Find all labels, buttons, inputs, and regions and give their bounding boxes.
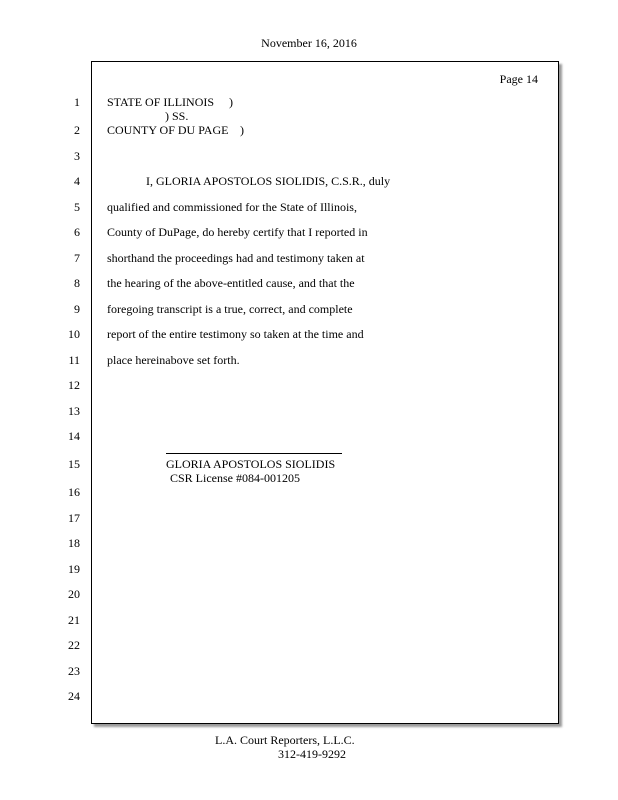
line-number: 20 (68, 587, 80, 601)
signature-line (166, 453, 342, 454)
footer-phone: 312-419-9292 (278, 747, 346, 761)
line-number: 12 (68, 378, 80, 392)
page-number: Page 14 (499, 72, 538, 86)
line-number: 2 (74, 123, 80, 137)
line-number: 13 (68, 404, 80, 418)
line-number: 3 (74, 149, 80, 163)
header-date: November 16, 2016 (261, 36, 357, 50)
caption-county-paren: ) (240, 123, 244, 137)
line-number: 14 (68, 429, 80, 443)
caption-state: STATE OF ILLINOIS (107, 95, 215, 109)
signature-license: CSR License #084-001205 (170, 471, 300, 485)
certificate-line: place hereinabove set forth. (107, 353, 240, 367)
line-number: 17 (68, 511, 80, 525)
certificate-line: qualified and commissioned for the State of Illinois, (107, 200, 357, 214)
certificate-line: shorthand the proceedings had and testimony taken at (107, 251, 365, 265)
line-number: 5 (74, 200, 80, 214)
line-number: 23 (68, 664, 80, 678)
line-number: 16 (68, 485, 80, 499)
line-number: 22 (68, 638, 80, 652)
line-number: 9 (74, 302, 80, 316)
line-number: 18 (68, 536, 80, 550)
certificate-line: County of DuPage, do hereby certify that I reported in (107, 225, 368, 239)
line-number: 8 (74, 276, 80, 290)
line-number: 15 (68, 457, 80, 471)
certificate-line: the hearing of the above-entitled cause, and that the (107, 276, 355, 290)
line-number: 1 (74, 95, 80, 109)
line-number: 7 (74, 251, 80, 265)
footer-company: L.A. Court Reporters, L.L.C. (215, 733, 355, 747)
line-number: 10 (68, 327, 80, 341)
transcript-page (91, 61, 559, 724)
caption-ss: ) SS. (165, 109, 189, 123)
certificate-line: report of the entire testimony so taken at the time and (107, 327, 364, 341)
line-number: 4 (74, 174, 80, 188)
line-number: 21 (68, 613, 80, 627)
line-number: 11 (68, 353, 80, 367)
caption-county: COUNTY OF DU PAGE (107, 123, 229, 137)
line-number: 6 (74, 225, 80, 239)
certificate-line: I, GLORIA APOSTOLOS SIOLIDIS, C.S.R., duly (146, 174, 391, 188)
line-number: 24 (68, 689, 80, 703)
line-number: 19 (68, 562, 80, 576)
signature-name: GLORIA APOSTOLOS SIOLIDIS (166, 457, 336, 471)
caption-state-paren: ) (229, 95, 233, 109)
certificate-line: foregoing transcript is a true, correct, and complete (107, 302, 353, 316)
